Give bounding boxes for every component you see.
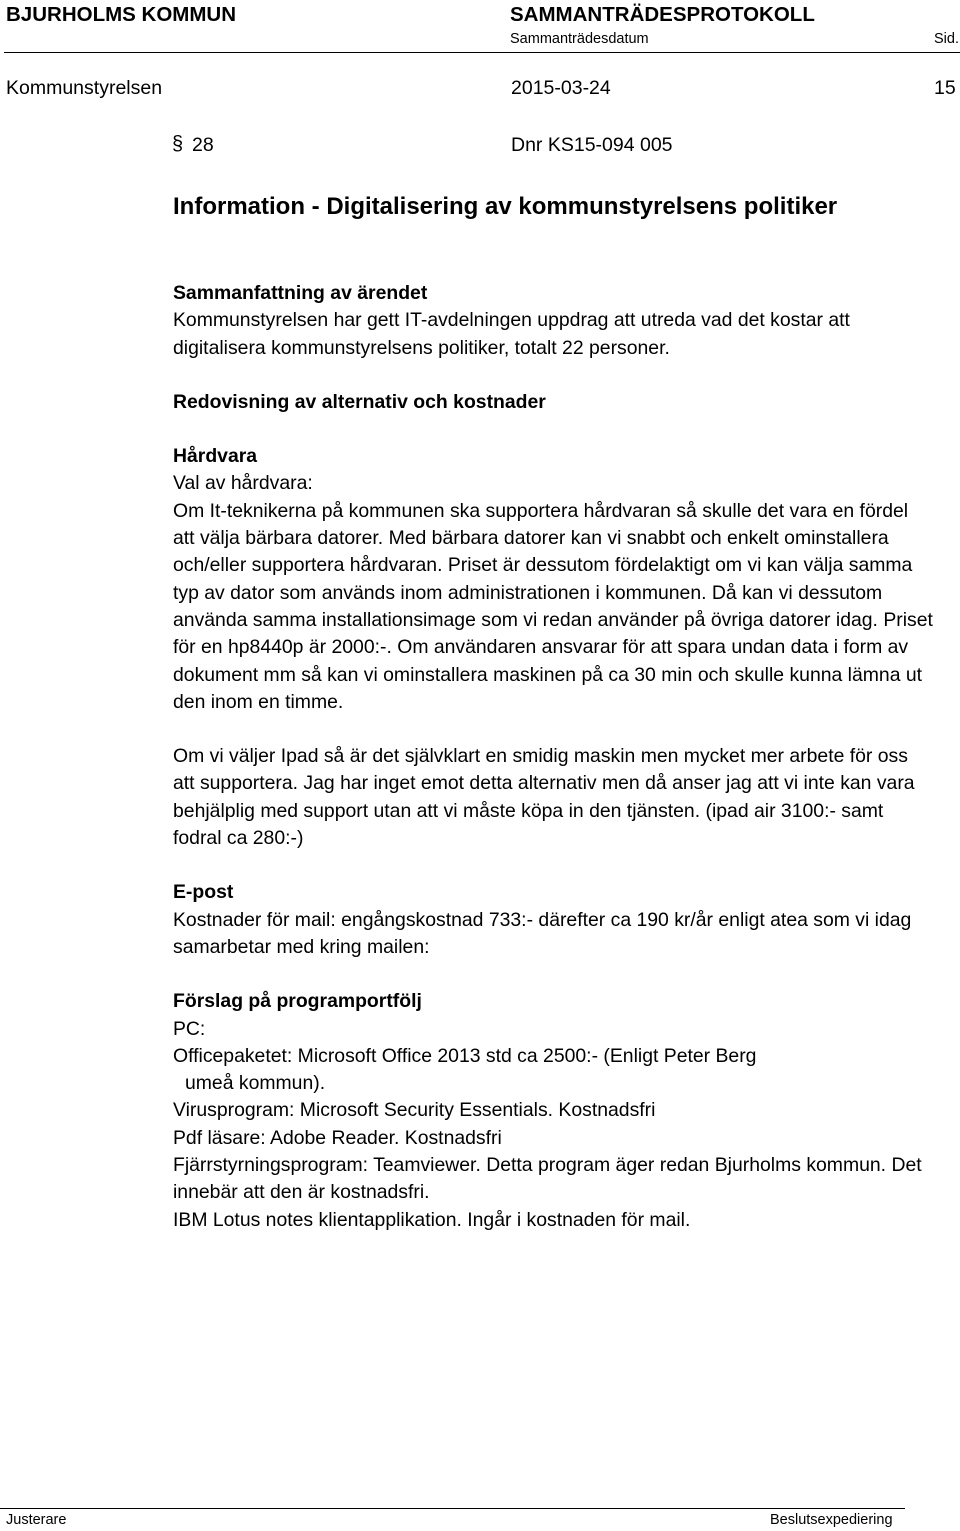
email-text: Kostnader för mail: engångskostnad 733:- därefter ca 190 kr/år enligt atea som vi idag samarbetar med kring mailen: [173,908,912,958]
email-heading: E-post [173,881,234,904]
footer-divider [0,1508,905,1509]
document-body [173,280,933,1234]
software-heading: Förslag på programportfölj [173,990,422,1013]
item-number: 28 [192,134,214,156]
summary-text: Kommunstyrelsen har gett IT-avdelningen uppdrag att utreda vad det kostar att digitalisera kommunstyrelsens politiker, totalt 22 personer. [173,309,850,359]
meeting-date: 2015-03-24 [511,77,611,99]
pc-label: PC: [173,1017,206,1040]
footer-justerare: Justerare [6,1512,67,1528]
office-line: Officepaketet: Microsoft Office 2013 std ca 2500:- (Enligt Peter Berg [173,1044,757,1067]
diary-number: Dnr KS15-094 005 [511,134,673,156]
section-sign: § [172,133,184,155]
remote-program: Fjärrstyrningsprogram: Teamviewer. Detta program äger redan Bjurholms kommun. Det innebär att den är kostnadsfri. [173,1154,922,1204]
report-heading: Redovisning av alternativ och kostnader [173,390,546,413]
virus-program: Virusprogram: Microsoft Security Essentials. Kostnadsfri [173,1099,656,1122]
hardware-label: Val av hårdvara: [173,472,313,495]
page-label: Sid. [934,31,959,47]
date-label: Sammanträdesdatum [510,31,649,47]
committee-name: Kommunstyrelsen [6,77,163,99]
office-line-continued: umeå kommun). [185,1072,326,1095]
header-divider [4,52,960,53]
footer-beslutsexpediering: Beslutsexpediering [770,1512,893,1528]
protocol-title: SAMMANTRÄDESPROTOKOLL [510,3,815,26]
summary-heading: Sammanfattning av ärendet [173,282,428,304]
hardware-text: Om It-teknikerna på kommunen ska supportera hårdvaran så skulle det vara en fördel att välja bärbara datorer. Med bärbara datorer kan vi snabbt och enkelt ominstallera och/eller supportera hårdvaran. Priset är dessutom fördelaktigt om vi kan välja samma typ av dator som används inom administrationen i kommunen. Då kan vi dessutom använda samma installationsimage som vi redan använder på övriga datorer idag. Priset för en hp8440p är 2000:-. Om användaren ansvarar för att spara undan data i form av dokument mm så kan vi ominstallera maskinen på ca 30 min och skulle kunna lämna ut den inom en timme. [173,499,933,713]
pdf-reader: Pdf läsare: Adobe Reader. Kostnadsfri [173,1126,502,1149]
page-number: 15 [934,77,956,99]
hardware-heading: Hårdvara [173,445,258,468]
organization-name: BJURHOLMS KOMMUN [6,3,237,26]
ipad-text: Om vi väljer Ipad så är det självklart en smidig maskin men mycket mer arbete för oss att supportera. Jag har inget emot detta alternativ men då anser jag att vi inte kan vara behjälplig med support utan att vi måste köpa in den tjänsten. (ipad air 3100:- samt fodral ca 280:-) [173,745,915,850]
item-title: Information - Digitalisering av kommunstyrelsens politiker [173,193,838,220]
lotus-notes: IBM Lotus notes klientapplikation. Ingår i kostnaden för mail. [173,1208,691,1231]
